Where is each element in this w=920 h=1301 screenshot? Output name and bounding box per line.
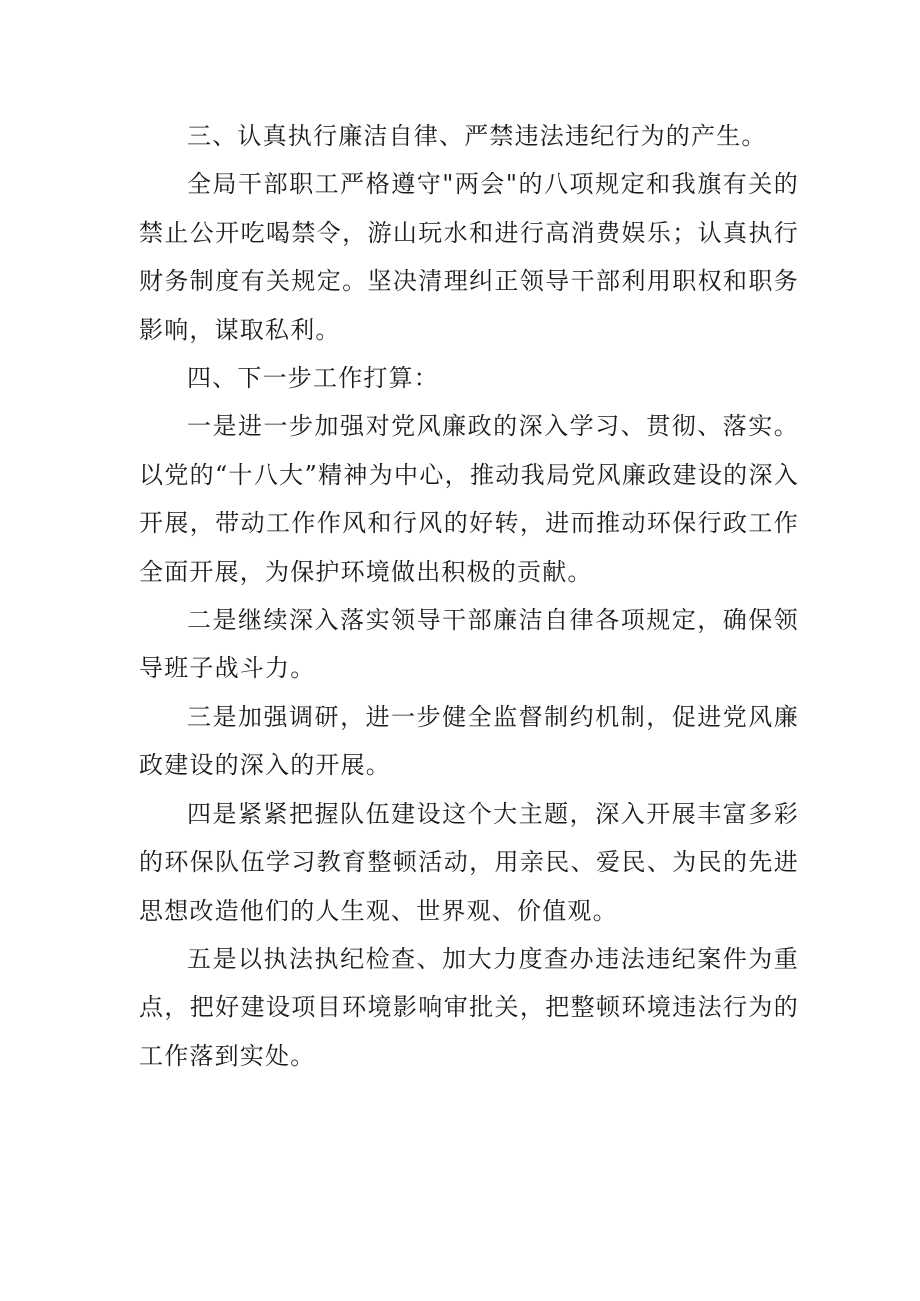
plan-item-one: 一是进一步加强对党风廉政的深入学习、贯彻、落实。以党的“十八大”精神为中心，推动我局党风廉政建设的深入开展，带动工作作风和行风的好转，进而推动环保行政工作全面开展，为保护环境做出积极的贡献。 [139, 412, 799, 586]
document-body [139, 112, 799, 1080]
plan-item-two: 二是继续深入落实领导干部廉洁自律各项规定，确保领导班子战斗力。 [139, 606, 799, 683]
section-heading-four: 四、下一步工作打算： [187, 364, 439, 393]
plan-item-five: 五是以执法执纪检查、加大力度查办违法违纪案件为重点，把好建设项目环境影响审批关，把整顿环境违法行为的工作落到实处。 [139, 944, 799, 1070]
section-heading-three: 三、认真执行廉洁自律、严禁违法违纪行为的产生。 [187, 122, 767, 150]
plan-item-four: 四是紧紧把握队伍建设这个大主题，深入开展丰富多彩的环保队伍学习教育整顿活动，用亲民、爱民、为民的先进思想改造他们的人生观、世界观、价值观。 [139, 799, 799, 925]
plan-item-three: 三是加强调研，进一步健全监督制约机制，促进党风廉政建设的深入的开展。 [139, 702, 799, 780]
paragraph-discipline: 全局干部职工严格遵守"两会"的八项规定和我旗有关的禁止公开吃喝禁令，游山玩水和进行高消费娱乐；认真执行财务制度有关规定。坚决清理纠正领导干部利用职权和职务影响，谋取私利。 [139, 170, 799, 344]
